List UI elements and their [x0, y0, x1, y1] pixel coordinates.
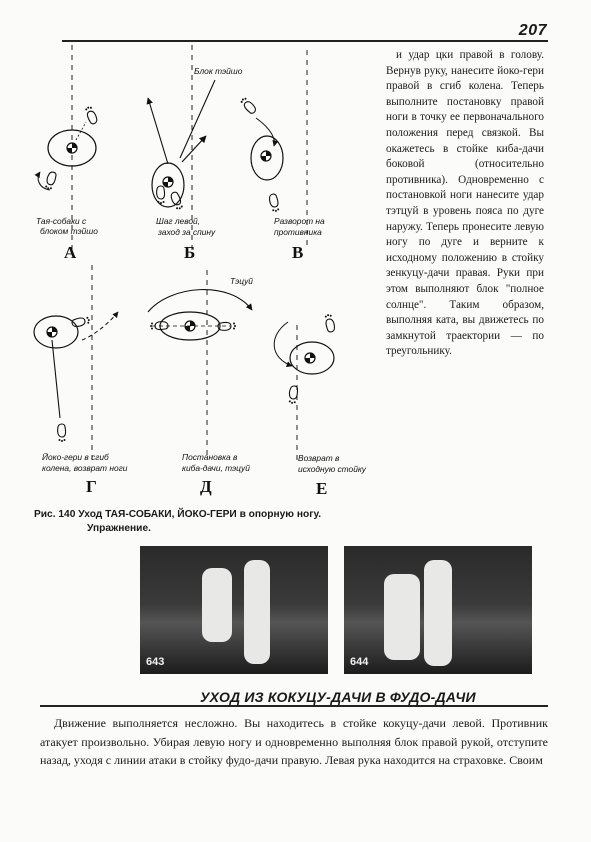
figure-caption-line-2: Упражнение.: [87, 523, 151, 534]
panel-g-caption-2: колена, возврат ноги: [42, 463, 128, 473]
panel-g-caption-1: Йоко-гери в сгиб: [42, 452, 109, 462]
panel-c-caption-1: Разворот на: [274, 216, 325, 226]
diagram-panel-a: [38, 105, 98, 190]
photo-number: 644: [350, 656, 369, 668]
panel-d-caption-1: Постановка в: [182, 452, 238, 462]
panel-e-caption-1: Возврат в: [298, 453, 340, 463]
panel-e-caption-2: исходную стойку: [298, 464, 366, 474]
panel-g-letter: Г: [86, 477, 97, 496]
photo-figure: [202, 568, 232, 642]
panel-c-letter: В: [292, 243, 304, 262]
panel-d-caption-2: киба-дачи, тэцуй: [182, 463, 250, 473]
panel-b-letter: Б: [184, 243, 196, 262]
side-column-text: [386, 48, 544, 360]
photo-figure: [384, 574, 420, 660]
figure-caption-line-1: Рис. 140 Уход ТАЯ-СОБАКИ, ЙОКО-ГЕРИ в опорную ногу.: [34, 509, 322, 520]
panel-a-caption-1: Тая-собаки с: [36, 216, 87, 226]
photo-figure: [424, 560, 452, 666]
label-tetsui: Тэцуй: [230, 276, 253, 286]
footwork-diagram: [30, 40, 390, 500]
panel-c-caption-2: противника: [274, 227, 322, 237]
photo-number: 643: [146, 656, 165, 668]
panel-d-letter: Д: [200, 477, 212, 496]
diagram-panel-e: [274, 313, 335, 404]
photo-644: [344, 546, 532, 674]
photo-figure: [244, 560, 270, 664]
label-block-teisho: Блок тэйшо: [194, 66, 243, 76]
body-paragraph: Движение выполняется несложно. Вы находитесь в стойке кокуцу-дачи левой. Противник атакует произвольно. Убирая левую ногу и одновременно выполняя блок правой рукой, отступите назад, уходя с линии атаки в стойку фудо-дачи правую. Левая рука находится на страховке. Своим: [40, 716, 548, 767]
diagram-panel-c: [240, 96, 283, 213]
side-paragraph: и удар цки правой в голову. Вернув руку, нанесите йоко-гери правой в сгиб колена. Теперь выполните постановку правой ноги в точку ее первоначального положения перед связкой. Вы окажетесь в стойке киба-дачи боковой (относительно противника). Одновременно с постановкой ноги нанесите удар тэтцуй в уровень пояса по дуге наружу. Теперь пронесите левую ногу по дуге и верните к исходному положению в стойку зенкуцу-дачи правая. Руки при этом выполняют блок "полное солнце". Таким образом, выполняя ката, вы движетесь по замкнутой траектории — по треугольнику.: [386, 49, 544, 358]
diagram-panel-d: [148, 290, 252, 340]
panel-a-caption-2: блоком тэйшо: [40, 226, 98, 236]
body-text: [40, 714, 548, 770]
photo-643: [140, 546, 328, 674]
panel-a-letter: А: [64, 243, 77, 262]
diagram-panel-g: [34, 312, 118, 442]
diagram-panel-b: [148, 80, 215, 211]
figure-caption: [34, 508, 384, 536]
section-title: УХОД ИЗ КОКУЦУ-ДАЧИ В ФУДО-ДАЧИ: [200, 689, 476, 705]
panel-b-caption-2: заход за спину: [158, 227, 216, 237]
panel-e-letter: Е: [316, 479, 328, 498]
panel-b-caption-1: Шаг левой,: [156, 216, 201, 226]
page-number: 207: [518, 22, 547, 39]
section-rule: [40, 705, 548, 707]
